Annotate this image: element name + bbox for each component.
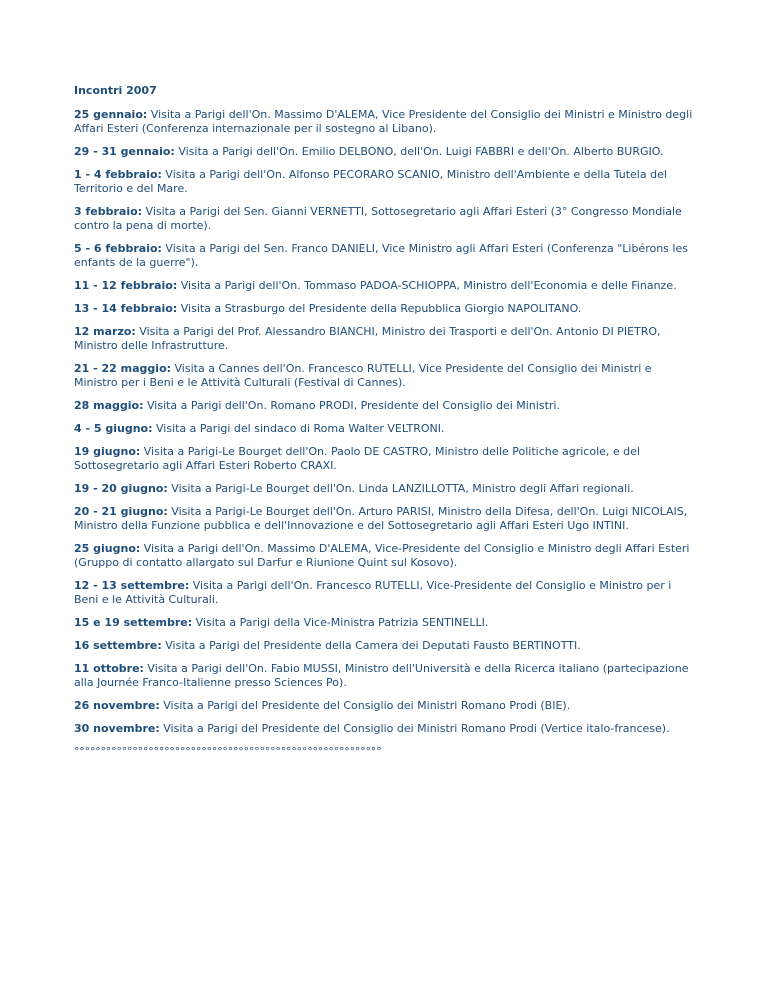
entry-date: 12 - 13 settembre: [74, 579, 190, 592]
entry-text: Visita a Parigi-Le Bourget dell'On. Linda LANZILLOTTA, Ministro degli Affari regionali. [167, 482, 634, 495]
entry-date: 15 e 19 settembre: [74, 616, 193, 629]
entry-date: 30 novembre: [74, 722, 160, 735]
entry-date: 25 giugno: [74, 542, 141, 555]
entry-item [74, 579, 698, 607]
document-body [74, 84, 698, 759]
entry-text: Visita a Parigi del Sen. Franco DANIELI, Vice Ministro agli Affari Esteri (Conferenza "Libérons les enfants de la guerre"). [74, 242, 688, 269]
entry-item [74, 722, 698, 736]
entry-date: 29 - 31 gennaio: [74, 145, 175, 158]
entry-text: Visita a Parigi della Vice-Ministra Patrizia SENTINELLI. [192, 616, 489, 629]
entry-date: 21 - 22 maggio: [74, 362, 172, 375]
document-title: Incontri 2007 [74, 84, 157, 97]
entry-date: 11 - 12 febbraio: [74, 279, 178, 292]
entry-item [74, 662, 698, 690]
entry-date: 20 - 21 giugno: [74, 505, 168, 518]
entry-date: 25 gennaio: [74, 108, 148, 121]
entry-text: Visita a Parigi dell'On. Massimo D'ALEMA, Vice Presidente del Consiglio dei Ministri e Ministro degli Affari Esteri (Conferenza internazionale per il sostegno al Libano). [74, 108, 693, 135]
entry-text: Visita a Parigi dell'On. Francesco RUTELLI, Vice-Presidente del Consiglio e Ministro per i Beni e le Attività Culturali. [74, 579, 672, 606]
entry-text: Visita a Cannes dell'On. Francesco RUTELLI, Vice Presidente del Consiglio dei Ministri e Ministro per i Beni e le Attività Culturali (Festival di Cannes). [74, 362, 652, 389]
entry-item [74, 445, 698, 473]
entry-item [74, 205, 698, 233]
entry-date: 16 settembre: [74, 639, 162, 652]
entry-text: Visita a Strasburgo del Presidente della Repubblica Giorgio NAPOLITANO. [177, 302, 582, 315]
entry-item [74, 302, 698, 316]
entry-date: 11 ottobre: [74, 662, 144, 675]
entry-item [74, 699, 698, 713]
entry-item [74, 482, 698, 496]
degree-sign-separator: °°°°°°°°°°°°°°°°°°°°°°°°°°°°°°°°°°°°°°°°°°°°°°°°°°°°°°°°°° [74, 745, 382, 758]
entry-text: Visita a Parigi-Le Bourget dell'On. Arturo PARISI, Ministro della Difesa, dell'On. Luigi NICOLAIS, Ministro della Funzione pubblica e dell'Innovazione e del Sottosegretario agli Affari Esteri Ugo INTINI. [74, 505, 688, 532]
entry-date: 28 maggio: [74, 399, 144, 412]
entry-date: 4 - 5 giugno: [74, 422, 153, 435]
entry-date: 12 marzo: [74, 325, 136, 338]
entry-item [74, 168, 698, 196]
entry-text: Visita a Parigi dell'On. Fabio MUSSI, Ministro dell'Università e della Ricerca italiano (partecipazione alla Journée Franco-Italienne presso Sciences Po). [74, 662, 689, 689]
entry-text: Visita a Parigi del Presidente del Consiglio dei Ministri Romano Prodi (Vertice italo-francese). [159, 722, 670, 735]
entry-text: Visita a Parigi dell'On. Alfonso PECORARO SCANIO, Ministro dell'Ambiente e della Tutela del Territorio e del Mare. [74, 168, 667, 195]
entry-item [74, 325, 698, 353]
entry-text: Visita a Parigi dell'On. Massimo D'ALEMA, Vice-Presidente del Consiglio e Ministro degli Affari Esteri (Gruppo di contatto allargato sul Darfur e Riunione Quint sul Kosovo). [74, 542, 690, 569]
entry-item [74, 399, 698, 413]
entry-item [74, 505, 698, 533]
entry-text: Visita a Parigi dell'On. Romano PRODI, Presidente del Consiglio dei Ministri. [143, 399, 560, 412]
entry-item [74, 145, 698, 159]
entry-item [74, 108, 698, 136]
entry-date: 1 - 4 febbraio: [74, 168, 162, 181]
entry-text: Visita a Parigi del Sen. Gianni VERNETTI, Sottosegretario agli Affari Esteri (3° Congresso Mondiale contro la pena di morte). [74, 205, 682, 232]
entry-text: Visita a Parigi dell'On. Tommaso PADOA-SCHIOPPA, Ministro dell'Economia e delle Finanze. [177, 279, 677, 292]
entry-text: Visita a Parigi del Presidente del Consiglio dei Ministri Romano Prodi (BIE). [159, 699, 571, 712]
entry-item [74, 242, 698, 270]
entry-item [74, 542, 698, 570]
entry-text: Visita a Parigi del Presidente della Camera dei Deputati Fausto BERTINOTTI. [161, 639, 581, 652]
entry-date: 13 - 14 febbraio: [74, 302, 178, 315]
entry-item [74, 279, 698, 293]
entry-date: 3 febbraio: [74, 205, 143, 218]
entry-item [74, 422, 698, 436]
entry-item [74, 616, 698, 630]
entry-item [74, 362, 698, 390]
entry-date: 19 giugno: [74, 445, 141, 458]
entry-text: Visita a Parigi-Le Bourget dell'On. Paolo DE CASTRO, Ministro delle Politiche agricole, e del Sottosegretario agli Affari Esteri Roberto CRAXI. [74, 445, 640, 472]
entry-item [74, 639, 698, 653]
entry-text: Visita a Parigi dell'On. Emilio DELBONO, dell'On. Luigi FABBRI e dell'On. Alberto BURGIO. [174, 145, 664, 158]
entry-text: Visita a Parigi del Prof. Alessandro BIANCHI, Ministro dei Trasporti e dell'On. Antonio DI PIETRO, Ministro delle Infrastrutture. [74, 325, 661, 352]
entry-text: Visita a Parigi del sindaco di Roma Walter VELTRONI. [152, 422, 445, 435]
entry-date: 5 - 6 febbraio: [74, 242, 162, 255]
entry-date: 26 novembre: [74, 699, 160, 712]
entry-date: 19 - 20 giugno: [74, 482, 168, 495]
